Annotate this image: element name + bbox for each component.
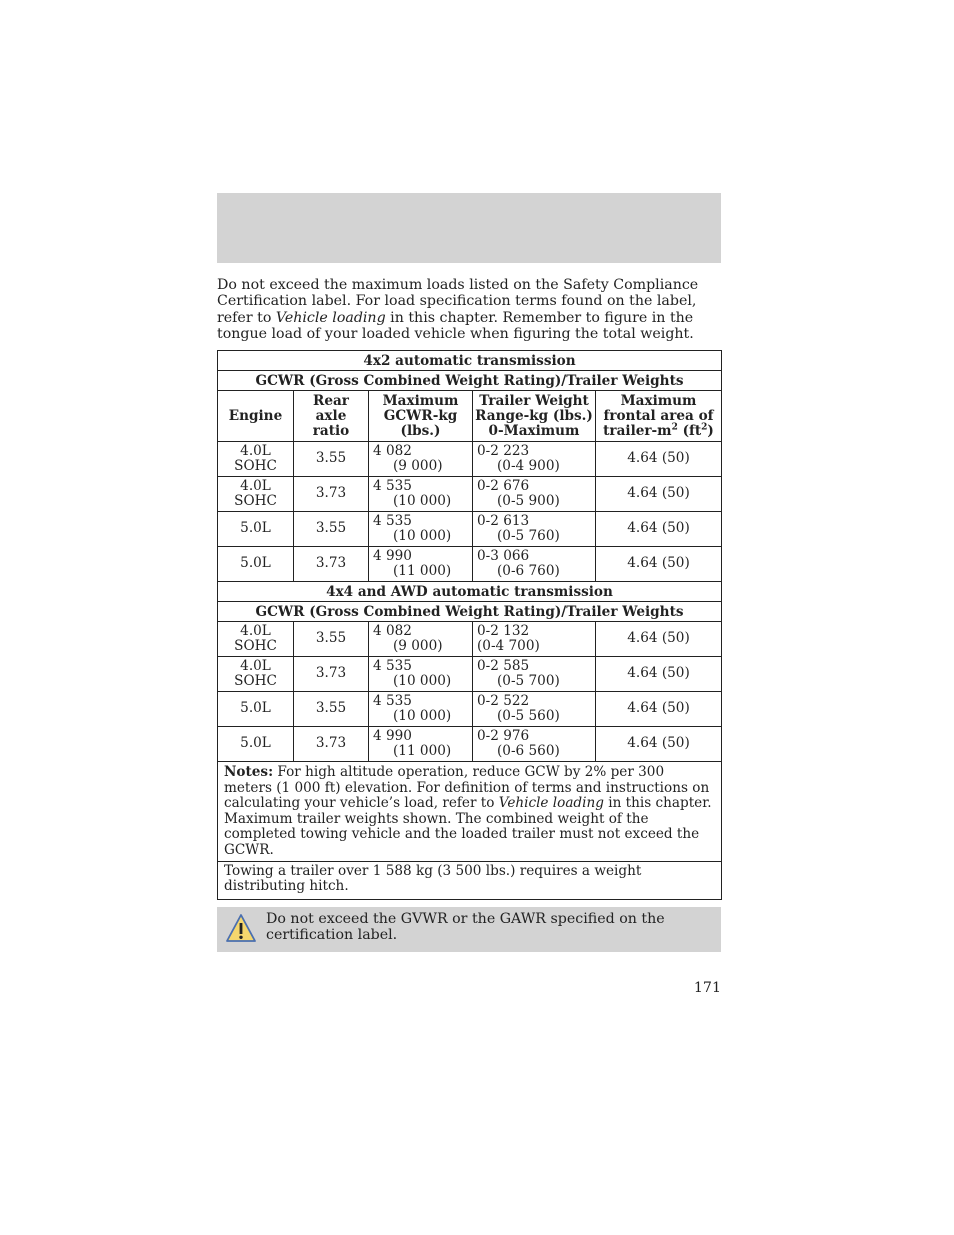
gcwr-cell	[369, 622, 473, 657]
trailer-weight-lbs: (0-5 900)	[497, 493, 560, 509]
table-header-row	[218, 391, 722, 442]
engine-l1: 5.0L	[240, 700, 271, 717]
frontal-area-cell: 4.64 (50)	[596, 512, 722, 547]
engine-l1: 5.0L	[240, 555, 271, 572]
table-row	[218, 547, 722, 582]
trailer-weight-cell	[473, 622, 596, 657]
header-frontal-l1: Maximum	[620, 392, 697, 409]
engine-l1: 4.0L	[240, 477, 271, 494]
trailer-weight-cell	[473, 512, 596, 547]
engine-l2: SOHC	[234, 638, 277, 654]
header-max-gcwr-l2: GCWR-kg	[383, 407, 458, 424]
engine-cell	[218, 692, 294, 727]
header-frontal-l3c: )	[707, 422, 714, 439]
engine-l1: 4.0L	[240, 442, 271, 459]
header-frontal-sup2: 2	[701, 421, 708, 432]
trailer-weight-cell	[473, 657, 596, 692]
trailer-weight-cell	[473, 477, 596, 512]
trailer-weight-cell	[473, 727, 596, 762]
header-rear-axle-text: Rear axle ratio	[312, 392, 350, 439]
gcwr-cell	[369, 657, 473, 692]
engine-l1: 5.0L	[240, 735, 271, 752]
header-max-gcwr-l3: (lbs.)	[400, 422, 441, 439]
gcwr-lbs: (11 000)	[393, 743, 452, 759]
engine-l1: 5.0L	[240, 520, 271, 537]
header-max-gcwr-l1: Maximum	[382, 392, 459, 409]
trailer-weight-lbs: (0-6 760)	[497, 563, 560, 579]
gcwr-kg: 4 535	[373, 692, 412, 709]
engine-cell	[218, 547, 294, 582]
header-max-gcwr	[369, 391, 473, 442]
frontal-area-cell: 4.64 (50)	[596, 657, 722, 692]
notes-vehicle-loading-ref: Vehicle loading	[498, 795, 604, 812]
header-trailer-l1: Trailer Weight	[479, 392, 589, 409]
section-title-row-4x2	[218, 351, 722, 371]
gcwr-kg: 4 990	[373, 547, 412, 564]
header-frontal-l3	[596, 421, 721, 439]
engine-l1: 4.0L	[240, 622, 271, 639]
gcwr-kg: 4 535	[373, 477, 412, 494]
gcwr-lbs: (10 000)	[393, 493, 452, 509]
header-frontal-area	[596, 391, 722, 442]
gcwr-lbs: (10 000)	[393, 708, 452, 724]
rows-4x2	[218, 442, 722, 582]
engine-cell	[218, 477, 294, 512]
trailer-weight-cell	[473, 442, 596, 477]
frontal-area-cell: 4.64 (50)	[596, 477, 722, 512]
gcwr-cell	[369, 442, 473, 477]
warning-triangle-icon	[225, 913, 257, 943]
engine-cell	[218, 657, 294, 692]
table-row	[218, 727, 722, 762]
table-row	[218, 512, 722, 547]
gcwr-title-2: GCWR (Gross Combined Weight Rating)/Trailer Weights	[218, 602, 722, 622]
ratio-cell: 3.55	[294, 692, 369, 727]
ratio-cell: 3.73	[294, 657, 369, 692]
gcwr-kg: 4 535	[373, 657, 412, 674]
frontal-area-cell: 4.64 (50)	[596, 692, 722, 727]
gcwr-lbs: (9 000)	[393, 638, 443, 654]
engine-l2: SOHC	[234, 458, 277, 474]
gcwr-cell	[369, 547, 473, 582]
header-frontal-l2: frontal area of	[603, 407, 714, 424]
table-row	[218, 657, 722, 692]
gcwr-cell	[369, 727, 473, 762]
section-title-row-4x4	[218, 582, 722, 602]
header-frontal-sup1: 2	[671, 421, 678, 432]
trailer-weights-table	[217, 350, 722, 900]
trailer-weight-lbs: (0-5 760)	[497, 528, 560, 544]
notes-cell	[218, 762, 722, 862]
trailer-weight-lbs: (0-4 700)	[477, 638, 540, 654]
ratio-cell: 3.55	[294, 442, 369, 477]
trailer-weight-cell	[473, 692, 596, 727]
header-trailer-l3: 0-Maximum	[488, 422, 580, 439]
gcwr-kg: 4 082	[373, 622, 412, 639]
trailer-weight-lbs: (0-4 900)	[497, 458, 560, 474]
gcwr-kg: 4 082	[373, 442, 412, 459]
ratio-cell: 3.73	[294, 547, 369, 582]
header-rear-axle	[294, 391, 369, 442]
gcwr-title-row-2	[218, 602, 722, 622]
gcwr-lbs: (10 000)	[393, 528, 452, 544]
towing-note-row	[218, 861, 722, 899]
gcwr-title-row	[218, 371, 722, 391]
notes-label: Notes:	[224, 764, 274, 780]
gcwr-kg: 4 990	[373, 727, 412, 744]
gcwr-title: GCWR (Gross Combined Weight Rating)/Trailer Weights	[218, 371, 722, 391]
trailer-weight-kg: 0-2 676	[477, 477, 530, 494]
gcwr-cell	[369, 477, 473, 512]
page-number: 171	[693, 980, 721, 996]
section-title-4x2: 4x2 automatic transmission	[218, 351, 722, 371]
intro-text-1: Do not exceed the maximum loads listed on the Safety Compliance Certification label. For load specification terms found on the label, refer to	[217, 277, 699, 326]
frontal-area-cell: 4.64 (50)	[596, 727, 722, 762]
engine-cell	[218, 512, 294, 547]
trailer-weight-kg: 0-3 066	[477, 547, 530, 564]
trailer-weight-kg: 0-2 223	[477, 442, 530, 459]
gcwr-cell	[369, 512, 473, 547]
header-trailer-weight	[473, 391, 596, 442]
ratio-cell: 3.55	[294, 622, 369, 657]
ratio-cell: 3.73	[294, 477, 369, 512]
gcwr-lbs: (10 000)	[393, 673, 452, 689]
intro-paragraph	[217, 277, 721, 343]
trailer-weight-kg: 0-2 132	[477, 622, 530, 639]
header-trailer-l2: Range-kg (lbs.)	[475, 407, 593, 424]
engine-l2: SOHC	[234, 673, 277, 689]
gcwr-cell	[369, 692, 473, 727]
towing-note: Towing a trailer over 1 588 kg (3 500 lbs.) requires a weight distributing hitch.	[218, 861, 722, 899]
trailer-weight-kg: 0-2 613	[477, 512, 530, 529]
table-row	[218, 442, 722, 477]
gcwr-lbs: (11 000)	[393, 563, 452, 579]
table-row	[218, 692, 722, 727]
notes-row	[218, 762, 722, 862]
engine-cell	[218, 622, 294, 657]
header-frontal-l3a: trailer-m	[603, 422, 672, 439]
trailer-weight-kg: 0-2 585	[477, 657, 530, 674]
engine-cell	[218, 727, 294, 762]
table-row	[218, 477, 722, 512]
trailer-weight-lbs: (0-5 560)	[497, 708, 560, 724]
frontal-area-cell: 4.64 (50)	[596, 547, 722, 582]
engine-cell	[218, 442, 294, 477]
warning-text: Do not exceed the GVWR or the GAWR specified on the certification label.	[266, 911, 665, 943]
rows-4x4	[218, 622, 722, 762]
ratio-cell: 3.73	[294, 727, 369, 762]
ratio-cell: 3.55	[294, 512, 369, 547]
engine-l1: 4.0L	[240, 657, 271, 674]
trailer-weight-kg: 0-2 522	[477, 692, 530, 709]
gcwr-kg: 4 535	[373, 512, 412, 529]
trailer-weight-lbs: (0-6 560)	[497, 743, 560, 759]
trailer-weight-cell	[473, 547, 596, 582]
intro-vehicle-loading-ref: Vehicle loading	[275, 309, 386, 326]
chapter-header-bar	[217, 193, 721, 263]
frontal-area-cell: 4.64 (50)	[596, 442, 722, 477]
trailer-weight-kg: 0-2 976	[477, 727, 530, 744]
gcwr-lbs: (9 000)	[393, 458, 443, 474]
notes-text-2: in this chapter. Maximum trailer weights shown. The combined weight of the completed towing vehicle and the loaded trailer must not exceed the GCWR.	[224, 795, 712, 858]
frontal-area-cell: 4.64 (50)	[596, 622, 722, 657]
warning-box	[217, 907, 721, 952]
intro-text-2: in this chapter. Remember to figure in the tongue load of your loaded vehicle when figuring the total weight.	[217, 309, 694, 343]
header-frontal-l3b: (ft	[677, 422, 702, 439]
header-engine: Engine	[218, 391, 294, 442]
trailer-weight-lbs: (0-5 700)	[497, 673, 560, 689]
section-title-4x4: 4x4 and AWD automatic transmission	[218, 582, 722, 602]
table-row	[218, 622, 722, 657]
notes-text-1: For high altitude operation, reduce GCW by 2% per 300 meters (1 000 ft) elevation. For definition of terms and instructions on calculating your vehicle’s load, refer to	[224, 764, 710, 812]
engine-l2: SOHC	[234, 493, 277, 509]
